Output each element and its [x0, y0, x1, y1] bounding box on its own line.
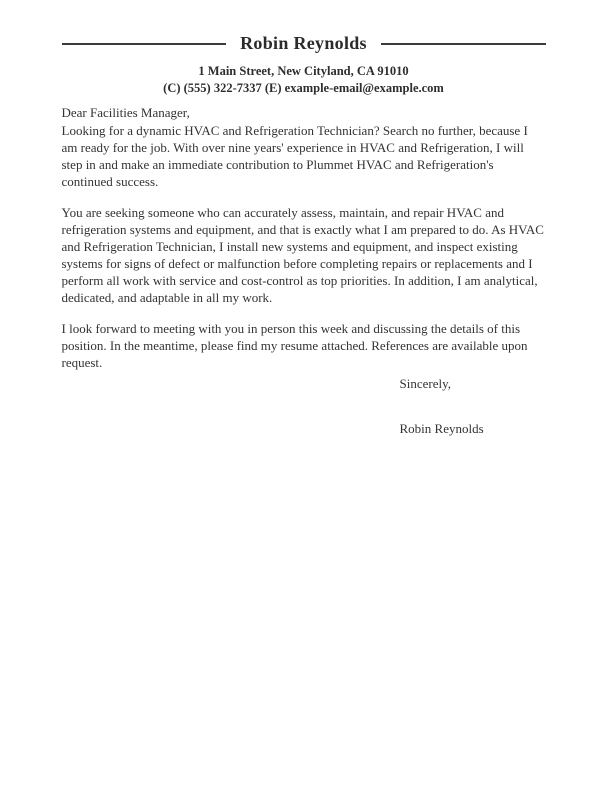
candidate-address: 1 Main Street, New Cityland, CA 91010	[198, 64, 409, 78]
right-rule-divider	[381, 43, 546, 45]
paragraph-qualifications: You are seeking someone who can accurately assess, maintain, and repair HVAC and refrigeration systems and equipment, and that is exactly what I am prepared to do. As HVAC and Refrigeration Technician, I install new systems and equipment, and inspect existing systems for signs of defect or malfunction before completing repairs or replacements and I perform all work with service and cost-control as top priorities. In addition, I am analytical, dedicated, and adaptable in all my work.	[61, 205, 544, 305]
signature-name: Robin Reynolds	[399, 421, 484, 436]
letter-content	[62, 33, 546, 437]
salutation: Dear Facilities Manager,	[61, 105, 190, 120]
letter-header	[62, 33, 546, 97]
header-name-row	[62, 33, 546, 54]
paragraph-intro: Looking for a dynamic HVAC and Refrigeration Technician? Search no further, because I am ready for the job. With over nine years' experience in HVAC and Refrigeration, I will step in and make an immediate contribution to Plummet HVAC and Refrigeration's continued success.	[61, 123, 528, 189]
paragraph-closing: I look forward to meeting with you in person this week and discussing the details of this position. In the meantime, please find my resume attached. References are available upon request.	[61, 321, 528, 370]
candidate-name: Robin Reynolds	[240, 33, 367, 53]
candidate-contact: (C) (555) 322-7337 (E) example-email@example.com	[163, 81, 444, 95]
left-rule-divider	[62, 43, 227, 45]
signature-block	[400, 375, 546, 437]
letter-body	[62, 104, 546, 437]
closing-salutation: Sincerely,	[399, 376, 451, 391]
